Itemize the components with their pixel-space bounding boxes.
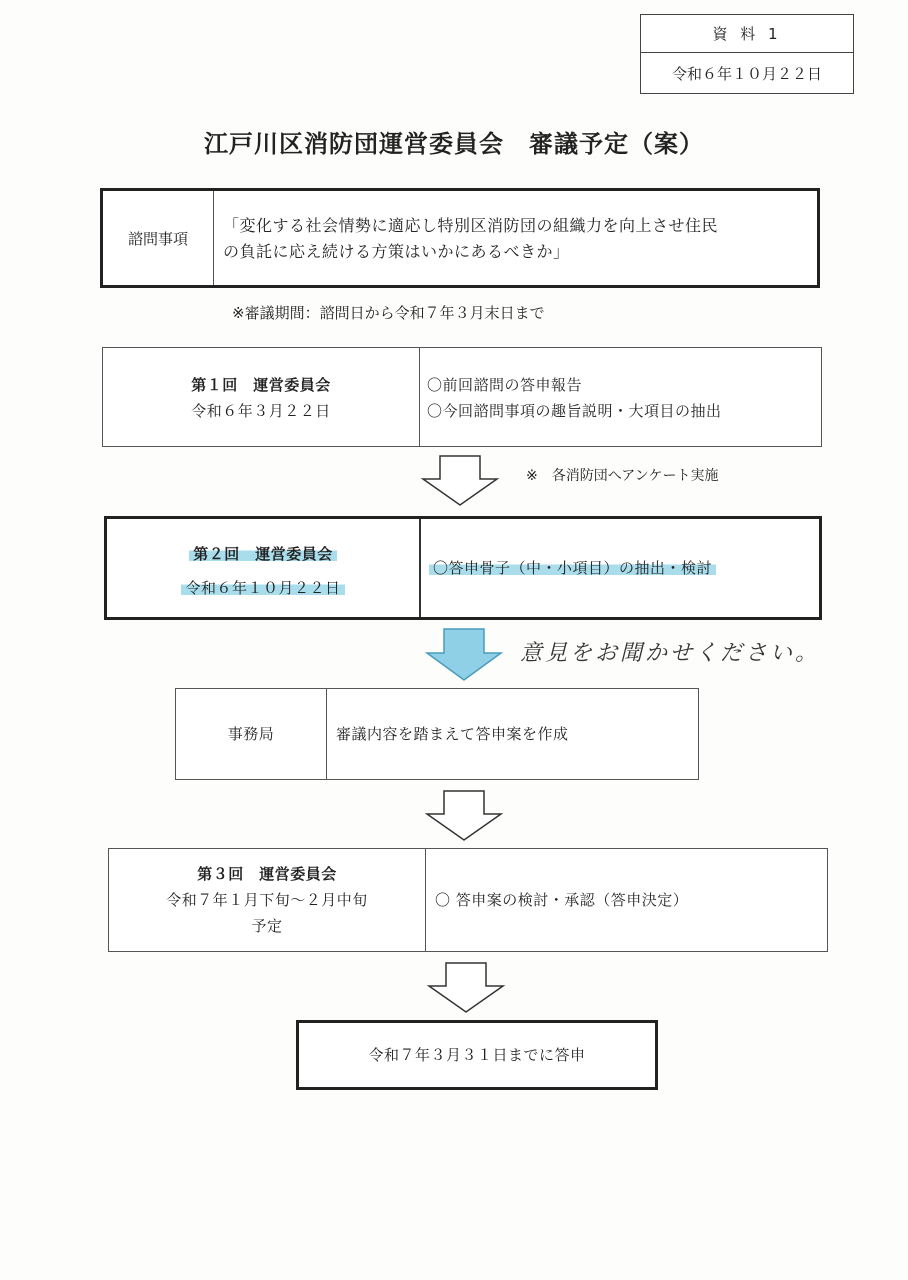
down-arrow-icon [424,790,504,842]
meeting1-items [427,372,722,424]
survey-note: ※ 各消防団へアンケート実施 [526,468,719,484]
meeting2-box [104,516,822,620]
meeting1-title: 第１回 運営委員会 [191,376,331,394]
meeting3-date: 令和７年１月下旬～２月中旬 [166,891,368,909]
down-arrow-icon [426,962,506,1014]
meeting3-title: 第３回 運営委員会 [197,865,337,883]
meeting1-item1: 〇前回諮問の答申報告 [427,376,583,394]
meeting2-item1: 〇答申骨子（中・小項目）の抽出・検討 [429,559,716,577]
meeting2-date: 令和６年１０月２２日 [181,579,344,597]
meeting1-date: 令和６年３月２２日 [191,402,331,420]
badge-label: 資 料 1 [641,15,853,53]
inquiry-text-line1: 「変化する社会情勢に適応し特別区消防団の組織力を向上させ住民 [223,216,719,235]
meeting1-info [103,372,419,424]
final-box [296,1020,658,1090]
inquiry-text [223,213,818,265]
meeting2-info [107,537,419,605]
blue-down-arrow-icon [424,628,504,682]
inquiry-text-line2: の負託に応え続ける方策はいかにあるべきか」 [223,242,570,261]
badge-date: 令和６年１０月２２日 [671,64,822,83]
secretariat-box [175,688,699,780]
handwritten-note: 意見をお聞かせください。 [520,641,821,666]
page-title: 江戸川区消防団運営委員会 審議予定（案） [204,130,704,158]
meeting3-item1: 〇 答申案の検討・承認（答申決定） [435,891,689,909]
meeting3-info [109,861,425,939]
meeting2-title: 第２回 運営委員会 [189,545,337,563]
meeting3-box [108,848,828,952]
secretariat-label: 事務局 [227,725,275,743]
inquiry-label: 諮問事項 [127,229,188,248]
meeting3-date2: 予定 [251,917,283,935]
meeting1-box [102,347,822,447]
period-note: ※審議期間：諮問日から令和７年３月末日まで [232,304,545,322]
final-text: 令和７年３月３１日までに答申 [368,1046,586,1064]
secretariat-text: 審議内容を踏まえて答申案を作成 [336,725,569,743]
meeting1-item2: 〇今回諮問事項の趣旨説明・大項目の抽出 [427,402,722,420]
down-arrow-icon [420,455,500,507]
document-badge [640,14,854,94]
inquiry-box [100,188,820,288]
meeting2-items [429,555,716,581]
